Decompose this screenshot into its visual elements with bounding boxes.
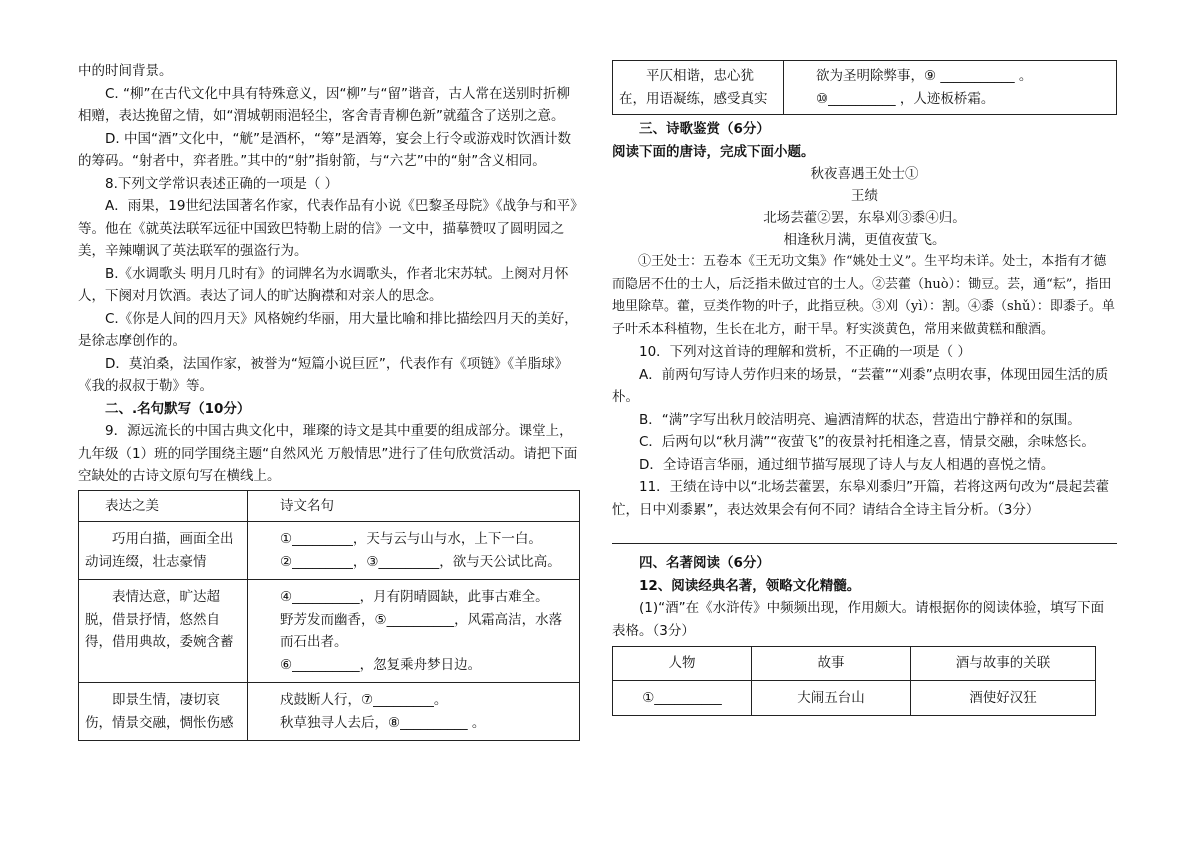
blank-line-8[interactable]: 秋草独寻人去后，⑧__________ 。 [280, 714, 486, 731]
question-8-option-c: C.《你是人间的四月天》风格婉约华丽，用大量比喻和排比描绘四月天的美好，是徐志摩创作的。 [78, 310, 578, 349]
table-row [613, 61, 1117, 115]
water-margin-table [612, 646, 1096, 716]
poetry-table-continued [612, 60, 1117, 115]
question-9: 9．源远流长的中国古典文化中，璀璨的诗文是其中重要的组成部分。课堂上，九年级（1）班的同学围绕主题“自然风光 万般情思”进行了佳句欣赏活动。请把下面空缺处的古诗文原句写在横线上。 [78, 423, 578, 484]
blank-line-1[interactable]: ①_________，天与云与山与水，上下一白。 [280, 531, 542, 547]
table-header-row [613, 647, 1096, 681]
question-10-option-a: A．前两句写诗人劳作归来的场景，“芸藿”“刈黍”点明农事，体现田园生活的质朴。 [612, 366, 1109, 405]
table-cell-expression: 平仄相谐，忠心犹在，用语凝练，感受真实 [613, 61, 784, 115]
left-column [78, 60, 578, 741]
question-10-option-b: B．“满”字写出秋月皎洁明亮、遍洒清辉的状态，营造出宁静祥和的氛围。 [639, 411, 1081, 428]
section-3-heading: 三、诗歌鉴赏（6分） [639, 121, 770, 137]
table-row [79, 522, 580, 580]
question-8-option-a: A．雨果，19世纪法国著名作家，代表作品有小说《巴黎圣母院》《战争与和平》等。他在《就英法联军远征中国致巴特勒上尉的信》一文中，描摹赞叹了圆明园之美，辛辣嘲讽了英法联军的强盗行为。 [78, 198, 577, 259]
blank-line-9[interactable]: 欲为圣明除弊事，⑨ ___________ 。 [816, 68, 1033, 84]
table-cell-relation: 酒使好汉狂 [911, 680, 1096, 716]
right-column [612, 66, 1117, 716]
question-8-option-b: B.《水调歌头 明月几时有》的词牌名为水调歌头，作者北宋苏轼。上阕对月怀人，下阕对月饮酒。表达了词人的旷达胸襟和对亲人的思念。 [78, 265, 569, 304]
poem-line-1: 北场芸藿②罢，东皋刈③黍④归。 [763, 210, 966, 226]
paragraph-time-background: 中的时间背景。 [78, 63, 173, 79]
table-cell-expression: 表情达意，旷达超脱，借景抒情，悠然自得，借用典故，委婉含蓄 [79, 580, 248, 683]
question-12-part-1: (1)“酒”在《水浒传》中频频出现，作用颇大。请根据你的阅读体验，填写下面表格。（3分） [612, 600, 1105, 639]
section-2-heading: 二、.名句默写（10分） [105, 400, 251, 417]
question-8: 8.下列文学常识表述正确的一项是（ ） [105, 175, 339, 192]
poem-notes: ①王处士：五卷本《王无功文集》作“姚处士义”。生平均未详。处士，本指有才德而隐居不仕的士人，后泛指未做过官的士人。②芸藿（huò）：锄豆。芸，通“耘”，指田地里除草。藿，豆类作物的叶子，此指豆秧。③刈（yì）：割。④黍（shǔ）：即黍子。单子叶禾本科植物，生长在北方，耐干旱。籽实淡黄色，常用来做黄糕和酿酒。 [612, 254, 1115, 337]
question-10: 10．下列对这首诗的理解和赏析，不正确的一项是（ ） [639, 344, 971, 360]
table-cell-expression: 即景生情，凄切哀伤，情景交融，惆怅伤感 [79, 683, 248, 741]
section-4-heading: 四、名著阅读（6分） [639, 555, 770, 571]
table-row [613, 680, 1096, 716]
table-header-row [79, 490, 580, 522]
blank-line-7[interactable]: 戍鼓断人行，⑦_________。 [280, 692, 448, 708]
table-cell-expression: 巧用白描，画面全出动词连缀，壮志豪情 [79, 522, 248, 580]
table-cell-lines [784, 61, 1117, 115]
table-row [79, 580, 580, 683]
option-c-willow: C. “柳”在古代文化中具有特殊意义，因“柳”与“留”谐音，古人常在送别时折柳相赠，表达挽留之情，如“渭城朝雨浥轻尘，客舍青青柳色新”就蕴含了送别之意。 [78, 85, 570, 124]
table-cell-lines [248, 683, 580, 741]
table-cell-lines [248, 522, 580, 580]
question-8-option-d: D．莫泊桑，法国作家，被誉为“短篇小说巨匠”，代表作有《项链》《羊脂球》《我的叔叔于勒》等。 [78, 355, 569, 394]
question-12: 12、阅读经典名著，领略文化精髓。 [639, 577, 861, 594]
table-header-relation: 酒与故事的关联 [911, 647, 1096, 681]
table-header-expression: 表达之美 [79, 490, 248, 522]
blank-person[interactable]: ①__________ [613, 680, 752, 716]
poem-author: 王绩 [851, 188, 878, 204]
blank-line-10[interactable]: ⑩__________ ，人迹板桥霜。 [816, 90, 995, 107]
poetry-table [78, 490, 580, 742]
question-11: 11．王绩在诗中以“北场芸藿罢，东皋刈黍归”开篇，若将这两句改为“晨起芸藿忙，日中刈黍累”，表达效果会有何不同？请结合全诗主旨分析。（3分） [612, 479, 1110, 518]
table-header-person: 人物 [613, 647, 752, 681]
question-10-option-d: D．全诗语言华丽，通过细节描写展现了诗人与友人相遇的喜悦之情。 [639, 456, 1055, 473]
poem-line-2: 相逢秋月满，更值夜萤飞。 [783, 232, 946, 248]
blank-line-6[interactable]: ⑥__________，忽复乘舟梦日边。 [280, 656, 482, 673]
blank-line-5[interactable]: 野芳发而幽香，⑤__________，风霜高洁，水落而石出者。 [280, 611, 563, 650]
table-cell-lines [248, 580, 580, 683]
option-d-wine: D. 中国“酒”文化中，“觥”是酒杯，“筹”是酒筹，宴会上行令或游戏时饮酒计数的筹码。“射者中，弈者胜。”其中的“射”指射箭，与“六艺”中的“射”含义相同。 [78, 130, 571, 169]
section-3-instruction: 阅读下面的唐诗，完成下面小题。 [612, 143, 815, 160]
answer-line[interactable] [612, 543, 1117, 544]
blank-line-4[interactable]: ④__________，月有阴晴圆缺，此事古难全。 [280, 589, 549, 605]
table-cell-story: 大闹五台山 [752, 680, 911, 716]
table-row [79, 683, 580, 741]
blank-line-2-3[interactable]: ②_________，③_________，欲与天公试比高。 [280, 553, 561, 570]
question-10-option-c: C．后两句以“秋月满”“夜萤飞”的夜景衬托相逢之喜，情景交融，余味悠长。 [639, 434, 1095, 450]
table-header-story: 故事 [752, 647, 911, 681]
poem-title: 秋夜喜遇王处士① [810, 166, 919, 182]
table-header-lines: 诗文名句 [248, 490, 580, 522]
